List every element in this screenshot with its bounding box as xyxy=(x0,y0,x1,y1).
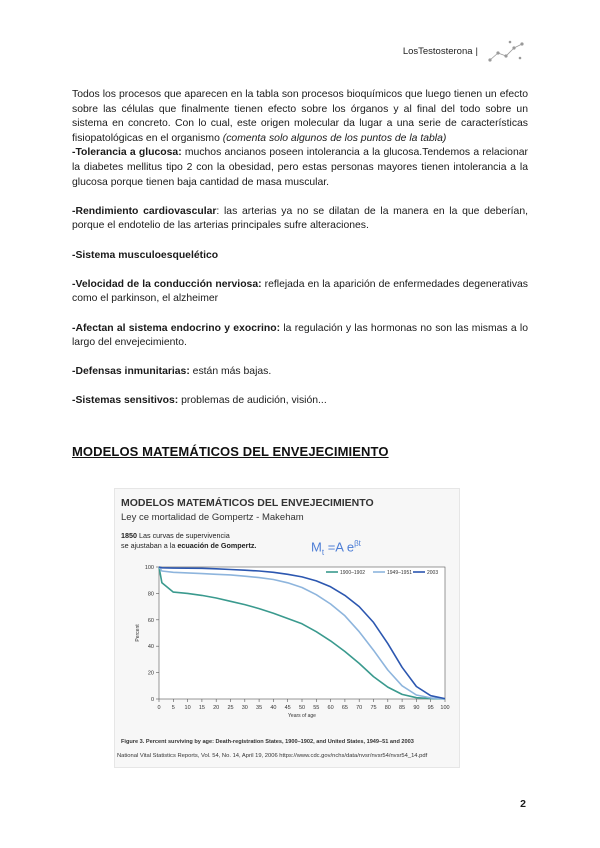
y-tick-label: 60 xyxy=(147,617,154,624)
x-tick-label: 45 xyxy=(284,705,291,711)
item-text: la regulación y las hormonas no son las mismas a lo largo del envejecimiento. xyxy=(72,322,529,349)
y-tick-label: 80 xyxy=(147,591,154,598)
intro-note: (comenta solo algunos de los puntos de la tabla) xyxy=(222,132,447,144)
page-number: 2 xyxy=(520,798,526,810)
gompertz-formula xyxy=(311,539,361,557)
formula-main: M xyxy=(311,539,322,555)
survival-chart xyxy=(121,561,455,735)
item-label: -Rendimiento cardiovascular xyxy=(72,205,217,217)
formula-sup: βt xyxy=(354,539,361,548)
y-tick-label: 0 xyxy=(150,697,154,703)
item-label: -Sistemas sensitivos: xyxy=(72,395,179,407)
item-label: -Defensas inmunitarias: xyxy=(72,366,190,378)
figure-subtitle: Ley ce mortalidad de Gompertz - Makeham xyxy=(121,512,304,523)
formula-mid: =A e xyxy=(324,539,355,555)
note-year: 1850 xyxy=(121,531,137,540)
figure-title: MODELOS MATEMÁTICOS DEL ENVEJECIMIENTO xyxy=(121,497,374,509)
x-tick-label: 15 xyxy=(198,705,205,711)
figure-note xyxy=(121,531,256,550)
y-axis-label: Percent xyxy=(135,624,141,642)
item-text: están más bajas. xyxy=(189,366,272,378)
x-tick-label: 75 xyxy=(370,705,377,711)
item-nerve-conduction xyxy=(72,278,528,307)
item-label: -Velocidad de la conducción nerviosa: xyxy=(72,278,262,290)
x-tick-label: 30 xyxy=(241,705,248,711)
x-tick-label: 60 xyxy=(327,705,334,711)
y-tick-label: 20 xyxy=(147,670,154,677)
x-tick-label: 55 xyxy=(313,705,320,711)
item-cardiovascular xyxy=(72,205,528,234)
y-tick-label: 100 xyxy=(144,565,154,571)
y-tick-label: 40 xyxy=(147,644,154,651)
note-line2-bold: ecuación de Gompertz. xyxy=(177,540,257,550)
x-axis-label: Years of age xyxy=(288,713,316,719)
item-glucose xyxy=(72,146,528,190)
x-tick-label: 85 xyxy=(399,705,406,711)
legend-label: 1949–1951 xyxy=(387,570,413,576)
x-tick-label: 65 xyxy=(341,705,348,711)
header-title: LosTestosterona xyxy=(402,45,473,57)
item-text: problemas de audición, visión... xyxy=(178,395,327,407)
intro-text: Todos los procesos que aparecen en la tabla son procesos bioquímicos que luego tienen un efecto sobre las células que finalmente tienen efecto sobre los órganos y al final del todo sobre un sistema en concreto. Con lo cual, este origen molecular da lugar a una serie de características fisiopatológicas en el organismo xyxy=(72,89,528,144)
x-tick-label: 90 xyxy=(413,705,420,711)
x-tick-label: 80 xyxy=(384,705,391,711)
x-tick-label: 50 xyxy=(298,705,306,711)
formula-sub: t xyxy=(321,547,325,557)
figure-source: National Vital Statistics Reports, Vol. 54, No. 14, April 19, 2006 https://www.cdc.gov/nchs/data/nvsr/nvsr54/nvsr54_14.pdf xyxy=(117,753,428,759)
x-tick-label: 40 xyxy=(270,705,277,711)
section-title: MODELOS MATEMÁTICOS DEL ENVEJECIMIENTO xyxy=(72,444,389,459)
item-immune xyxy=(72,365,528,380)
note-line1: Las curvas de supervivencia xyxy=(137,531,230,540)
item-label: -Afectan al sistema endocrino y exocrino: xyxy=(72,322,281,334)
x-tick-label: 5 xyxy=(171,705,175,711)
intro-paragraph xyxy=(72,88,528,146)
x-tick-label: 100 xyxy=(440,705,450,711)
item-sensory xyxy=(72,394,528,409)
figure xyxy=(114,488,460,768)
body-content xyxy=(72,88,528,409)
item-label: -Sistema musculoesquelético xyxy=(72,249,219,261)
x-tick-label: 70 xyxy=(356,705,363,711)
item-text: reflejada en la aparición de enfermedades degenerativas como el parkinson, el alzheimer xyxy=(72,278,529,305)
item-text: : las arterias ya no se dilatan de la manera en la que deberían, porque el endotelio de las arterias principales sufre alteraciones. xyxy=(72,205,529,232)
x-tick-label: 10 xyxy=(184,705,191,711)
legend-label: 2003 xyxy=(427,570,439,576)
x-tick-label: 20 xyxy=(213,705,220,711)
item-endocrine xyxy=(72,322,528,351)
x-tick-label: 0 xyxy=(157,705,161,711)
note-line2-prefix: se ajustaban a la xyxy=(121,540,178,550)
x-tick-label: 25 xyxy=(227,705,234,711)
x-tick-label: 95 xyxy=(427,705,434,711)
item-text: muchos ancianos poseen intolerancia a la glucosa.Tendemos a relacionar la diabetes mellitus tipo 2 con la obesidad, pero estas personas mayores tienen intolerancia a la glucosa porque tienen baja cantidad de masa muscular. xyxy=(72,147,528,188)
x-tick-label: 35 xyxy=(256,705,263,711)
legend-label: 1900–1902 xyxy=(340,570,366,576)
page-header xyxy=(403,38,528,64)
header-separator: | xyxy=(475,45,478,57)
header-logo-icon xyxy=(484,38,528,64)
item-label: -Tolerancia a glucosa: xyxy=(72,147,182,159)
figure-caption: Figure 3. Percent surviving by age: Death-registration States, 1900–1902, and United States, 1949–51 and 2003 xyxy=(121,739,414,745)
item-musculoskeletal xyxy=(72,249,528,264)
